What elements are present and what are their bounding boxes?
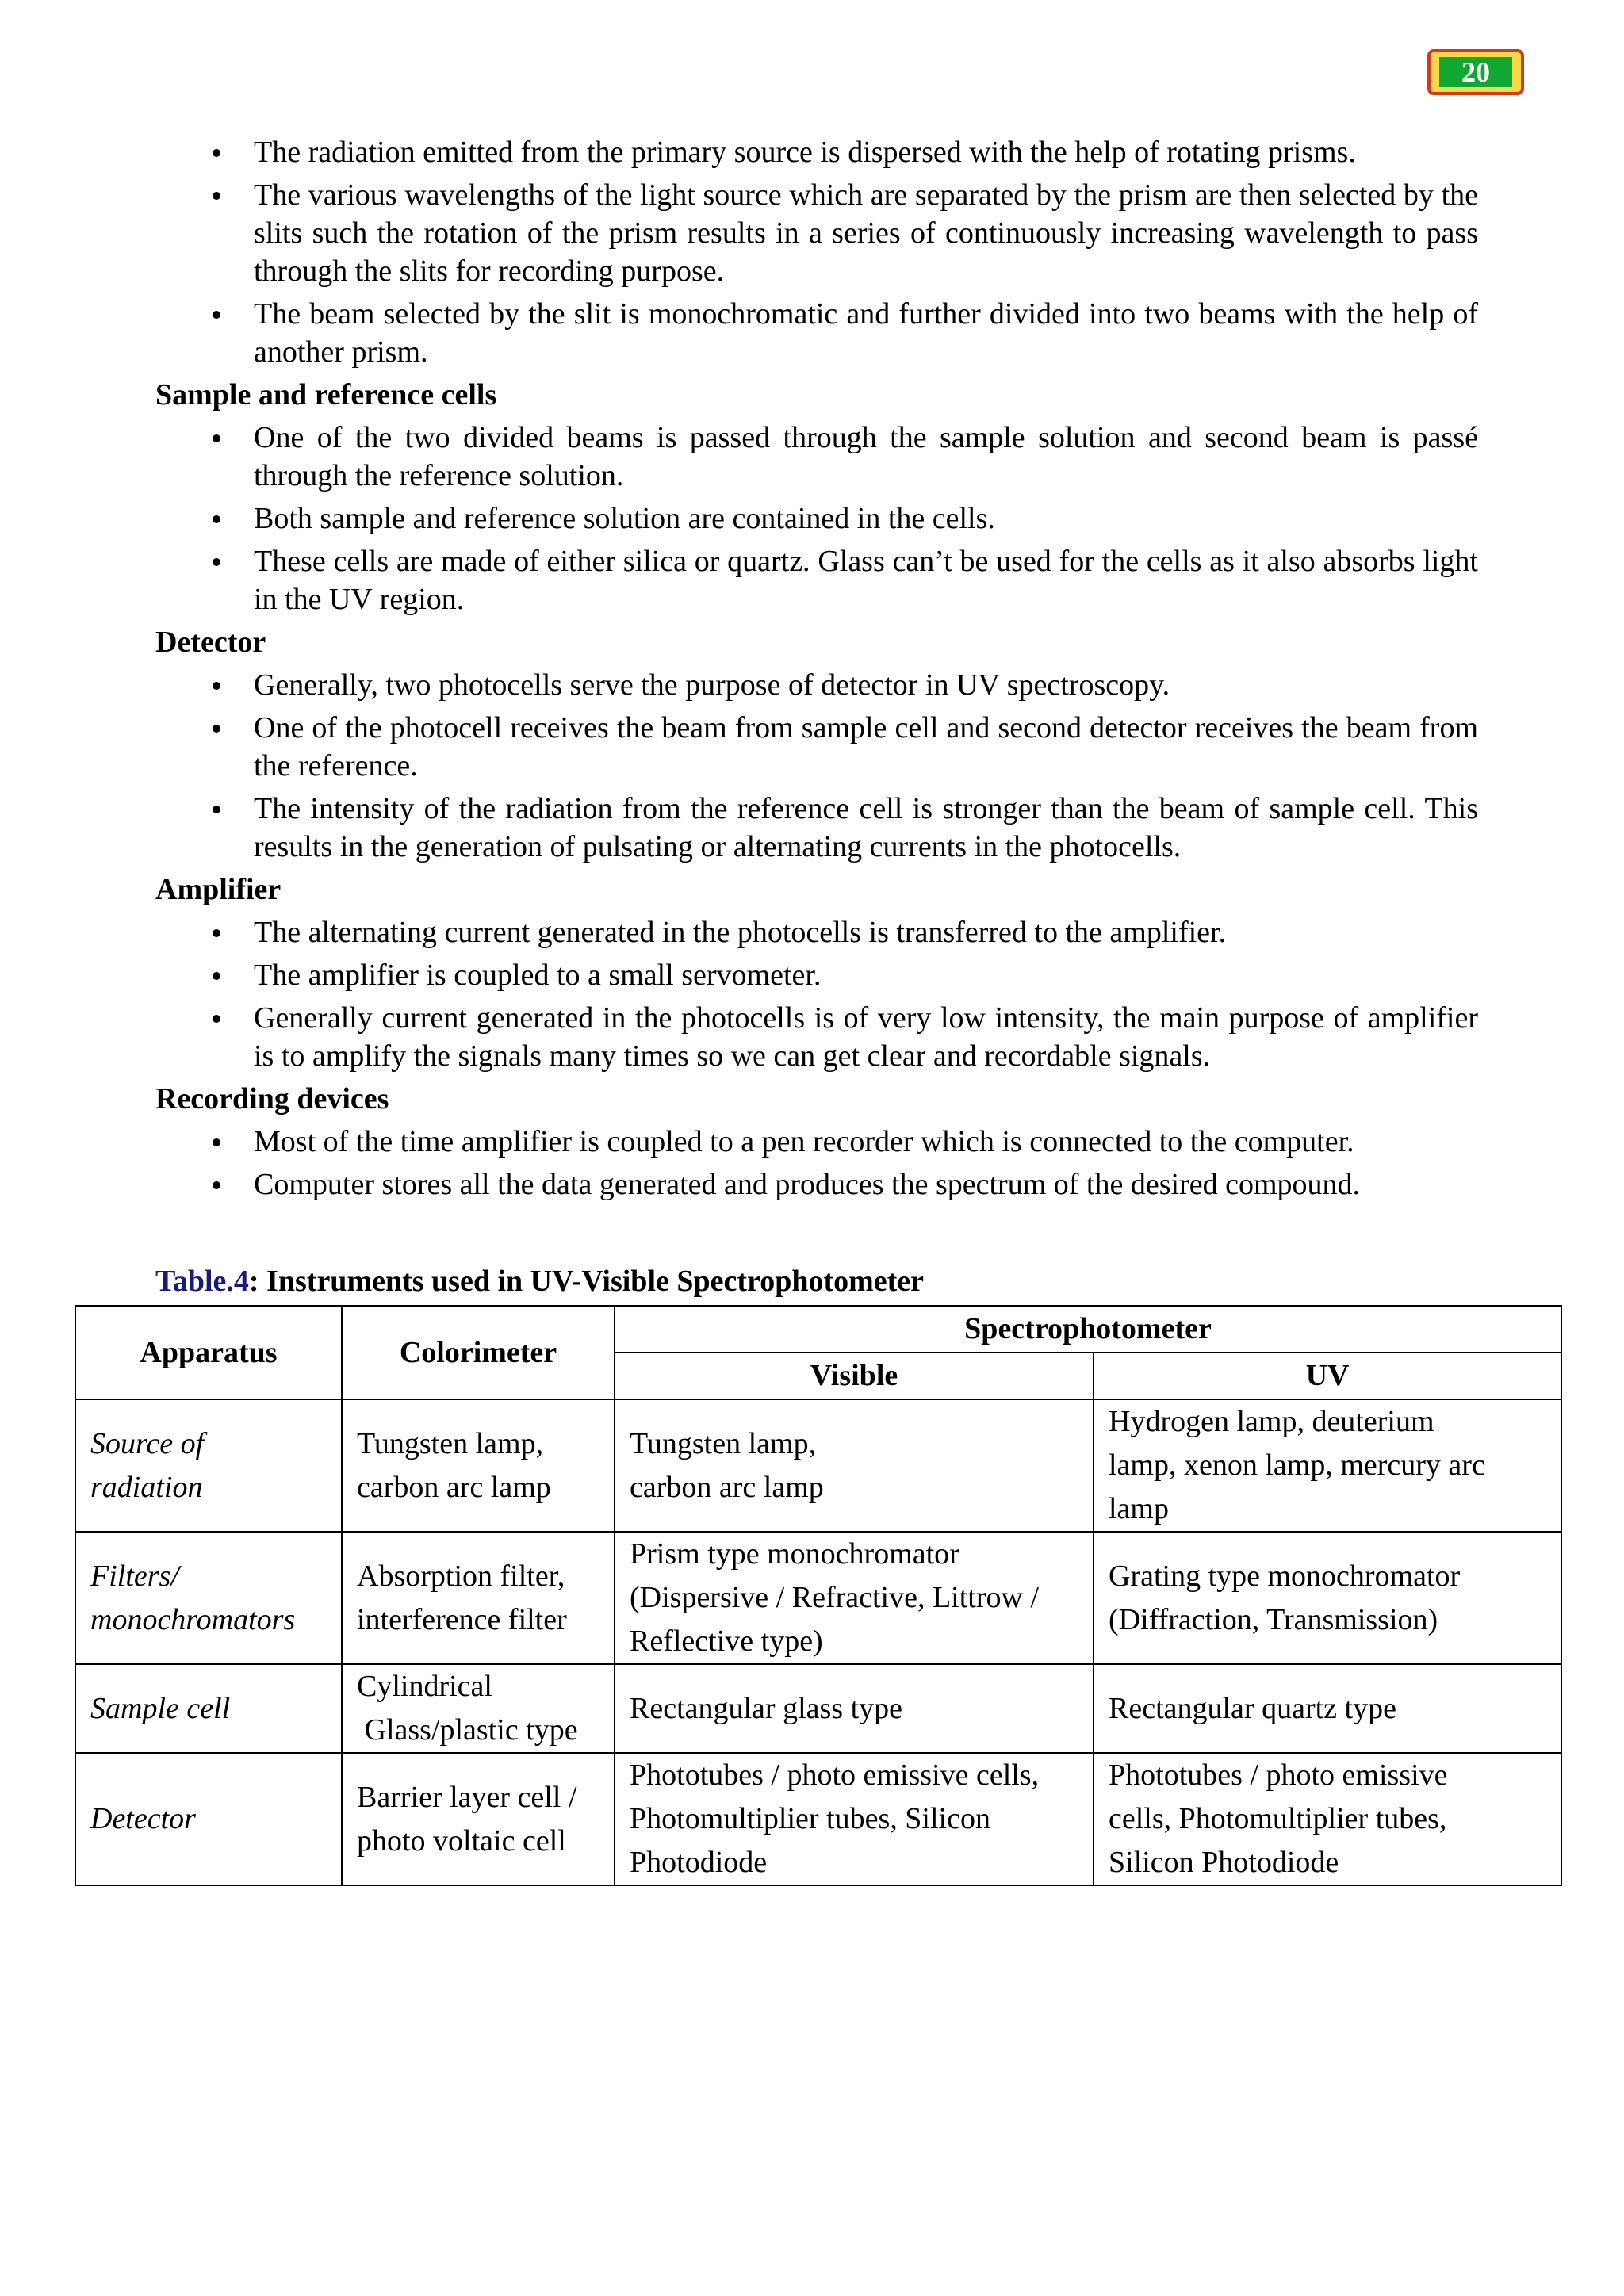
list-item: Generally, two photocells serve the purpose of detector in UV spectroscopy. bbox=[254, 666, 1478, 704]
table-cell: Tungsten lamp, carbon arc lamp bbox=[342, 1399, 615, 1532]
table-number: Table.4 bbox=[155, 1265, 249, 1298]
table-cell: Hydrogen lamp, deuterium lamp, xenon lamp, mercury arc lamp bbox=[1094, 1399, 1561, 1532]
instruments-table bbox=[75, 1305, 1562, 1886]
table-cell: Prism type monochromator (Dispersive / Refractive, Littrow / Reflective type) bbox=[615, 1532, 1094, 1664]
table-cell: Filters/ monochromators bbox=[75, 1532, 342, 1664]
header-visible: Visible bbox=[615, 1353, 1094, 1399]
bullet-list bbox=[155, 419, 1478, 618]
body-text bbox=[155, 133, 1478, 1208]
table-cell: Grating type monochromator (Diffraction, Transmission) bbox=[1094, 1532, 1561, 1664]
table-header-row bbox=[75, 1306, 1561, 1353]
list-item: Generally current generated in the photocells is of very low intensity, the main purpose of amplifier is to amplify the signals many times so we can get clear and recordable signals. bbox=[254, 999, 1478, 1075]
section-heading: Recording devices bbox=[155, 1082, 389, 1115]
table-cell: Phototubes / photo emissive cells, Photomultiplier tubes, Silicon Photodiode bbox=[615, 1753, 1094, 1885]
section-heading: Amplifier bbox=[155, 873, 282, 906]
table-caption bbox=[155, 1264, 924, 1299]
table-row bbox=[75, 1399, 1561, 1532]
table-cell: Phototubes / photo emissive cells, Photomultiplier tubes, Silicon Photodiode bbox=[1094, 1753, 1561, 1885]
table-cell: Rectangular glass type bbox=[615, 1664, 1094, 1753]
page-number: 20 bbox=[1439, 57, 1512, 87]
list-item: Most of the time amplifier is coupled to a pen recorder which is connected to the computer. bbox=[254, 1123, 1478, 1161]
page-number-badge bbox=[1427, 49, 1524, 95]
table-cell: Cylindrical Glass/plastic type bbox=[342, 1664, 615, 1753]
table-cell: Tungsten lamp, carbon arc lamp bbox=[615, 1399, 1094, 1532]
bullet-list bbox=[155, 133, 1478, 371]
list-item: The alternating current generated in the photocells is transferred to the amplifier. bbox=[254, 913, 1478, 951]
header-spectrophotometer: Spectrophotometer bbox=[615, 1306, 1561, 1353]
list-item: The various wavelengths of the light source which are separated by the prism are then selected by the slits such the rotation of the prism results in a series of continuously increasing wavelength to pass through the slits for recording purpose. bbox=[254, 176, 1478, 290]
list-item: Computer stores all the data generated and produces the spectrum of the desired compound. bbox=[254, 1165, 1478, 1203]
header-uv: UV bbox=[1094, 1353, 1561, 1399]
list-item: The radiation emitted from the primary source is dispersed with the help of rotating prisms. bbox=[254, 133, 1478, 171]
bullet-list bbox=[155, 666, 1478, 866]
list-item: The beam selected by the slit is monochromatic and further divided into two beams with the help of another prism. bbox=[254, 295, 1478, 371]
list-item: One of the photocell receives the beam from sample cell and second detector receives the beam from the reference. bbox=[254, 709, 1478, 785]
table-cell: Detector bbox=[75, 1753, 342, 1885]
header-colorimeter: Colorimeter bbox=[342, 1306, 615, 1399]
table-cell: Source of radiation bbox=[75, 1399, 342, 1532]
table-cell: Absorption filter, interference filter bbox=[342, 1532, 615, 1664]
table-row bbox=[75, 1532, 1561, 1664]
table-row bbox=[75, 1753, 1561, 1885]
list-item: The amplifier is coupled to a small servometer. bbox=[254, 956, 1478, 994]
section-heading: Sample and reference cells bbox=[155, 378, 497, 411]
list-item: The intensity of the radiation from the reference cell is stronger than the beam of sample cell. This results in the generation of pulsating or alternating currents in the photocells. bbox=[254, 790, 1478, 866]
bullet-list bbox=[155, 1123, 1478, 1203]
list-item: One of the two divided beams is passed through the sample solution and second beam is passé through the reference solution. bbox=[254, 419, 1478, 495]
list-item: Both sample and reference solution are contained in the cells. bbox=[254, 499, 1478, 538]
table-cell: Barrier layer cell / photo voltaic cell bbox=[342, 1753, 615, 1885]
bullet-list bbox=[155, 913, 1478, 1075]
table-row bbox=[75, 1664, 1561, 1753]
table-cell: Rectangular quartz type bbox=[1094, 1664, 1561, 1753]
section-heading: Detector bbox=[155, 626, 266, 659]
list-item: These cells are made of either silica or quartz. Glass can’t be used for the cells as it also absorbs light in the UV region. bbox=[254, 542, 1478, 618]
table-cell: Sample cell bbox=[75, 1664, 342, 1753]
table-title: : Instruments used in UV-Visible Spectrophotometer bbox=[248, 1265, 925, 1298]
header-apparatus: Apparatus bbox=[75, 1306, 342, 1399]
